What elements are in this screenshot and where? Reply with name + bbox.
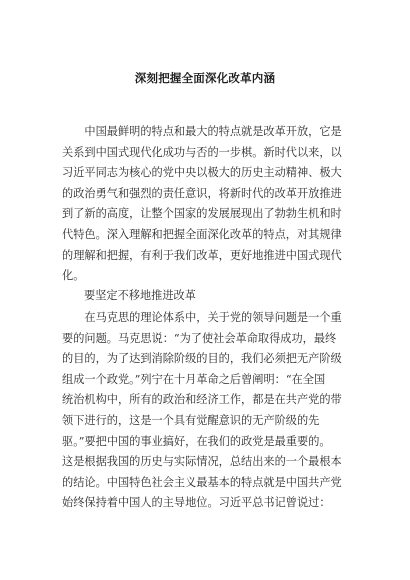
text-line: 的目的，为了达到消除阶级的目的，我们必须把无产阶级 [62,352,342,366]
text-line: 代特色。深入理解和把握全面深化改革的特点，对其规律 [62,227,342,241]
paragraph-intro [62,122,349,287]
text-line: 关系到中国式现代化成功与否的一步棋。新时代以来，以 [62,145,342,159]
text-line: 始终保持着中国人的主导地位。习近平总书记曾说过： [62,496,331,510]
text-line: 驱。”要把中国的事业搞好，在我们的政党是最重要的。 [62,434,331,448]
text-line: 到了新的高度，让整个国家的发展展现出了勃勃生机和时 [62,207,342,221]
text-line: 组成一个政党。”列宁在十月革命之后曾阐明：“在全国 [62,372,326,386]
text-line: 统治机构中，所有的政治和经济工作，都是在共产党的带 [62,393,342,407]
text-line: 的理解和把握，有利于我们改革，更好地推进中国式现代 [62,248,342,262]
text-line: 在马克思的理论体系中，关于党的领导问题是一个重 [62,311,342,324]
document-title: 深刻把握全面深化改革内涵 [134,71,276,85]
paragraph-party-leadership [62,308,349,514]
section-subheading: 要坚定不移地推进改革 [84,289,196,302]
text-line: 中国最鲜明的特点和最大的特点就是改革开放，它是 [62,125,342,138]
text-line: 习近平同志为核心的党中央以极大的历史主动精神、极大 [62,166,342,180]
text-line: 这是根据我国的历史与实际情况，总结出来的一个最根本 [62,455,342,469]
text-line: 的结论。中国特色社会主义最基本的特点就是中国共产党 [62,475,342,489]
text-line: 要的问题。马克思说：“为了使社会革命取得成功，最终 [62,331,337,345]
text-line: 领下进行的，这是一个具有觉醒意识的无产阶级的先 [62,413,320,427]
text-line: 的政治勇气和强烈的责任意识，将新时代的改革开放推进 [62,186,342,200]
text-line: 化。 [62,269,85,283]
